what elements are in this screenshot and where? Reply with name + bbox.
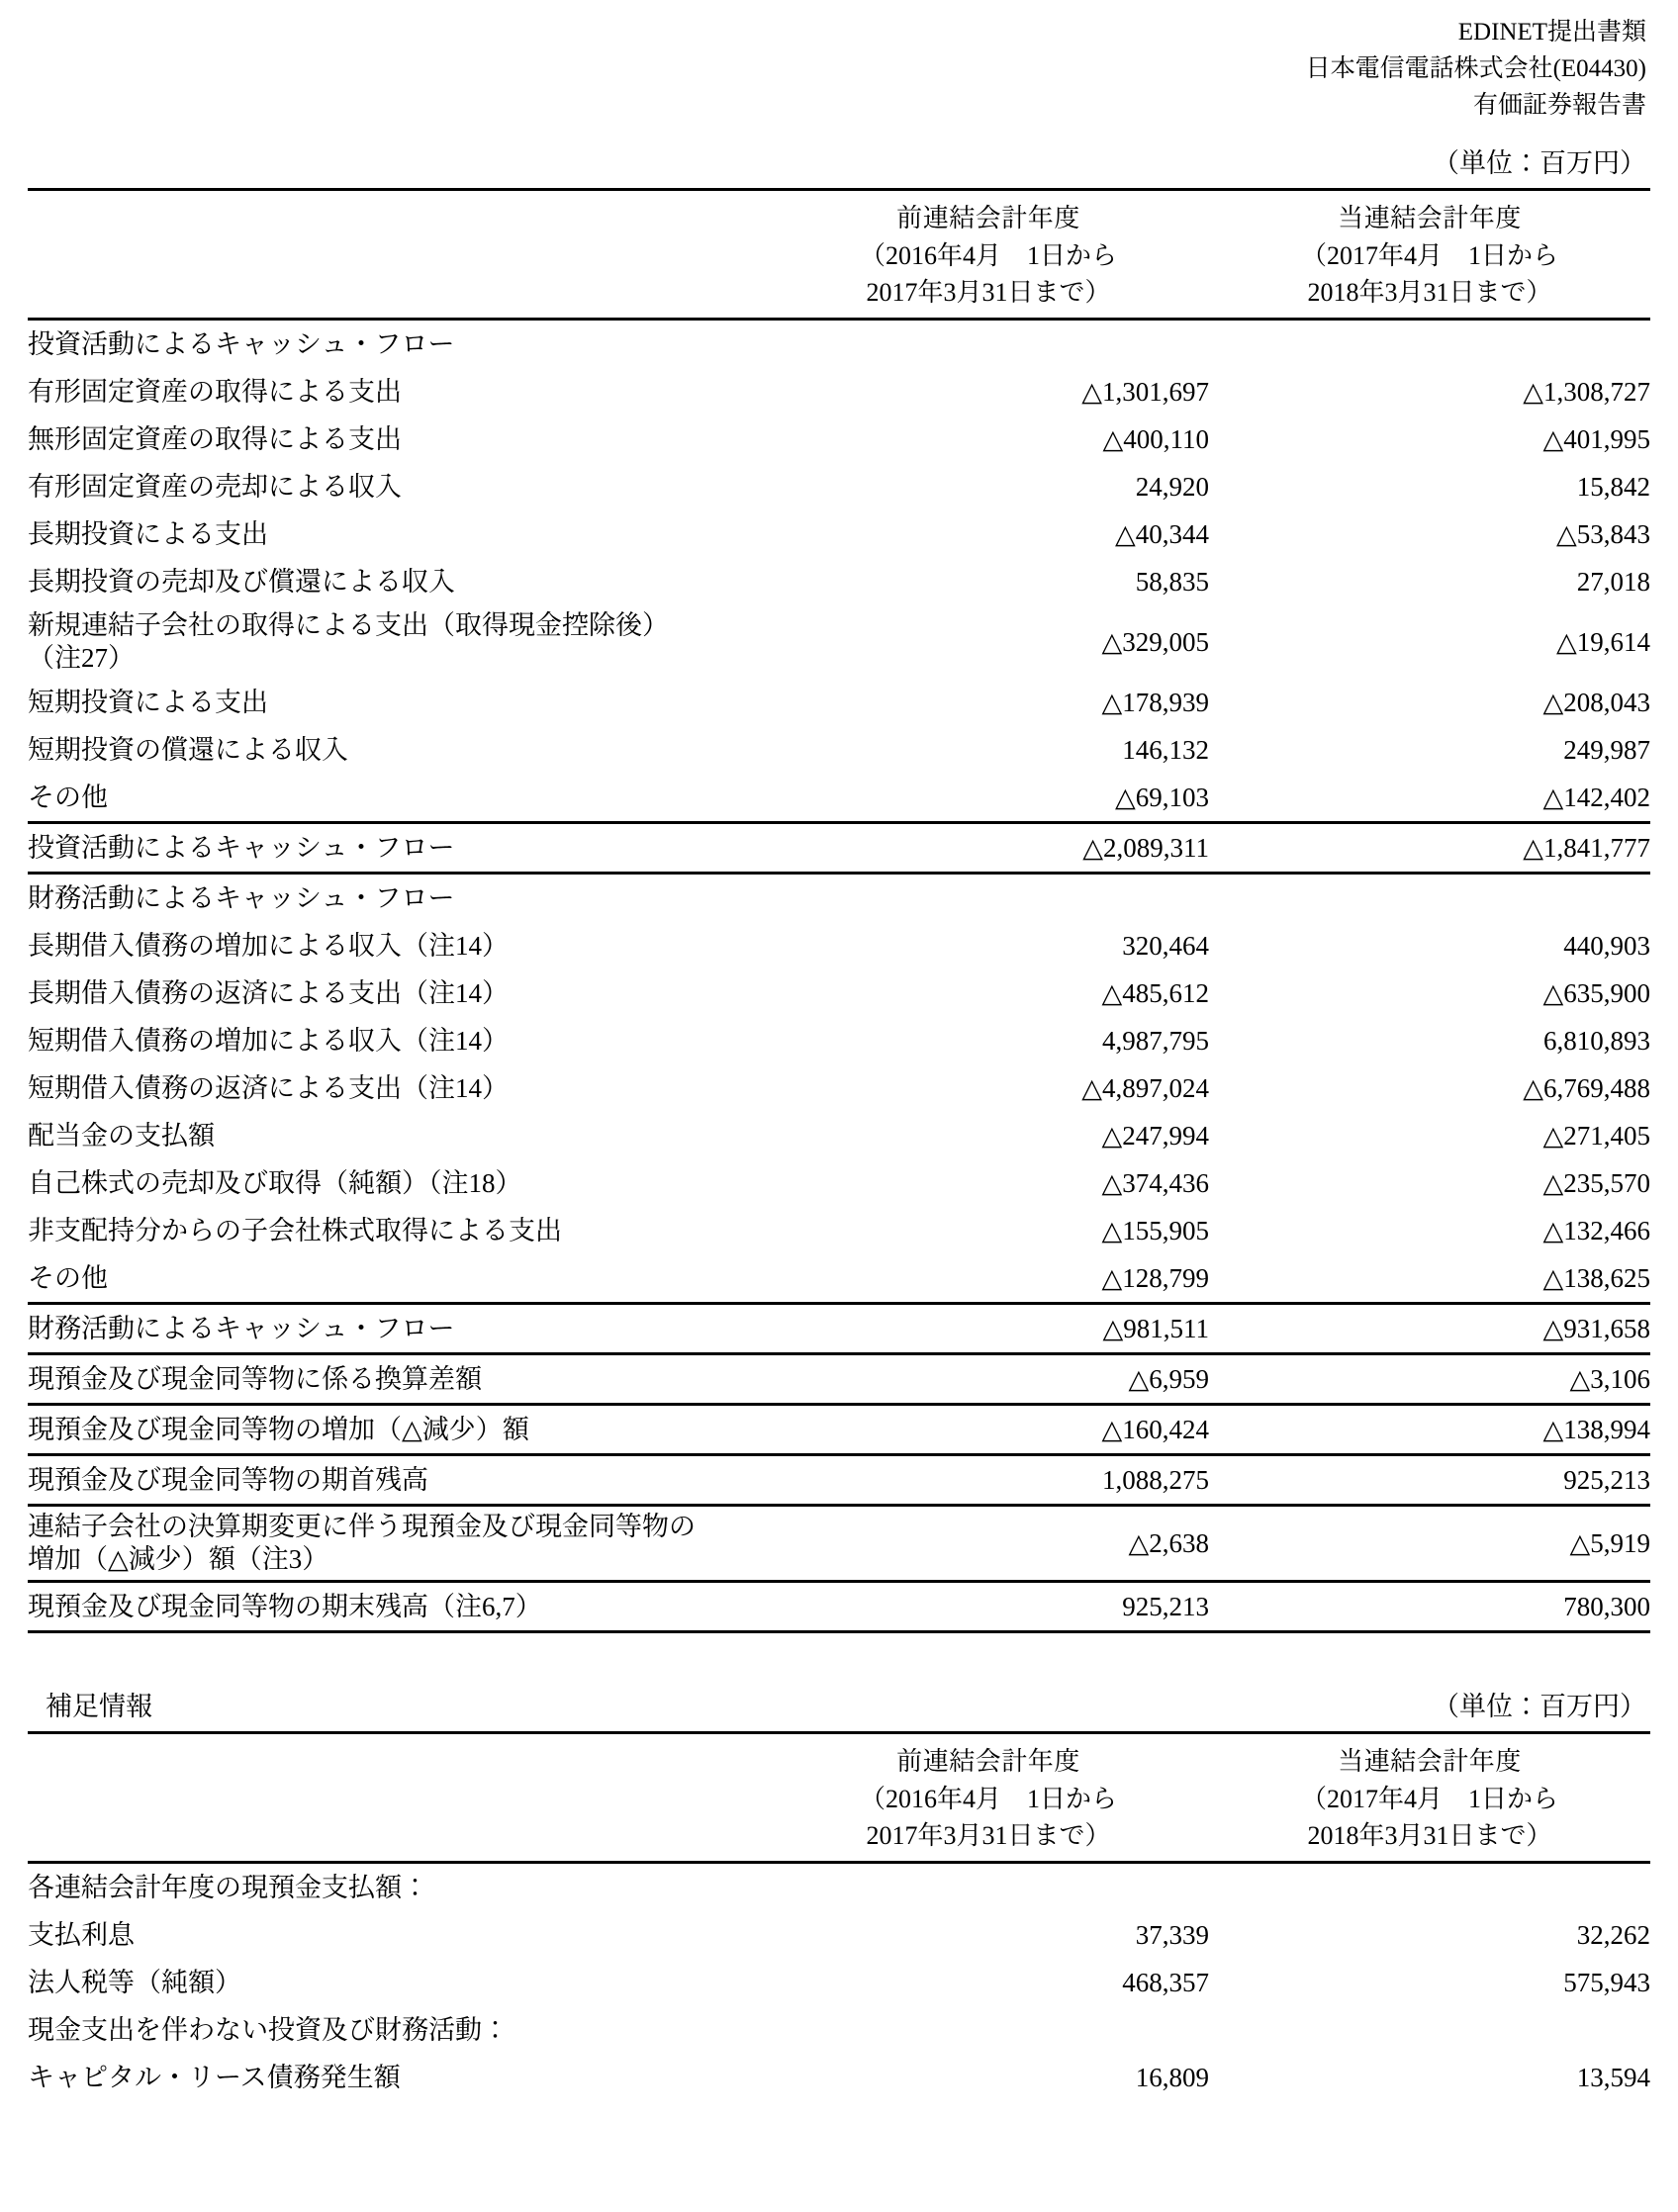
row-label: 短期借入債務の増加による収入（注14） (28, 1025, 509, 1056)
supp-header-row (28, 1733, 1650, 1863)
row-label: 長期借入債務の返済による支出（注14） (28, 977, 509, 1008)
supp-header-curr-title: 当連結会計年度 (1338, 1747, 1522, 1777)
header-line-company: 日本電信電話株式会社(E04430) (1305, 55, 1646, 82)
unit-label-cashflow: （単位：百万円） (1433, 148, 1646, 178)
table-row (28, 415, 1650, 463)
supp-header-curr-period (1209, 1733, 1650, 1863)
row-value-prev: 58,835 (1135, 566, 1209, 597)
table-row (28, 368, 1650, 415)
row-value-prev: △69,103 (1114, 782, 1209, 812)
row-value-curr (1209, 320, 1650, 369)
row-label: その他 (28, 782, 108, 812)
row-value-curr: △138,994 (1209, 1405, 1650, 1455)
row-label: 現預金及び現金同等物に係る換算差額 (28, 1354, 768, 1405)
row-value-curr: 440,903 (1563, 930, 1650, 961)
row-value-curr: 249,987 (1563, 734, 1650, 765)
header-curr-to: 2018年3月31日まで） (1307, 278, 1552, 308)
row-label: 配当金の支払額 (28, 1120, 215, 1151)
row-label: 非支配持分からの子会社株式取得による支出 (28, 1215, 562, 1245)
table-row (28, 1064, 1650, 1112)
row-label: 投資活動によるキャッシュ・フロー (28, 328, 455, 359)
row-label: 新規連結子会社の取得による支出（取得現金控除後） （注27） (28, 610, 669, 674)
header-curr-title: 当連結会計年度 (1338, 204, 1522, 232)
row-value-curr: △5,919 (1209, 1506, 1650, 1582)
row-value-curr (1209, 2006, 1650, 2054)
table-row (28, 1405, 1650, 1455)
row-value-prev: 146,132 (1122, 734, 1209, 765)
row-label: 長期投資による支出 (28, 518, 268, 549)
row-label: 法人税等（純額） (28, 1967, 241, 1997)
row-value-prev: 1,088,275 (768, 1455, 1209, 1506)
table-row (28, 2006, 1650, 2054)
row-value-curr: △271,405 (1542, 1120, 1650, 1151)
table-row (28, 1455, 1650, 1506)
row-value-prev (768, 1863, 1209, 1912)
row-value-curr: △635,900 (1542, 977, 1650, 1008)
row-value-prev: △400,110 (1102, 423, 1209, 454)
table-row (28, 2054, 1650, 2101)
table-row (28, 679, 1650, 726)
row-value-curr (1209, 874, 1650, 923)
table-row (28, 1582, 1650, 1632)
table-row (28, 1017, 1650, 1064)
supp-header-curr-to: 2018年3月31日まで） (1307, 1821, 1552, 1851)
row-label: 有形固定資産の売却による収入 (28, 471, 402, 502)
supplementary-header (28, 1685, 1650, 1723)
row-value-prev (768, 2006, 1209, 2054)
supplementary-title: 補足情報 (46, 1692, 152, 1722)
row-value-curr: △235,570 (1542, 1167, 1650, 1198)
row-value-prev: 24,920 (1135, 471, 1209, 502)
table-row (28, 1506, 1650, 1582)
header-prev-to: 2017年3月31日まで） (866, 278, 1111, 308)
row-value-curr: △3,106 (1209, 1354, 1650, 1405)
row-value-prev: △374,436 (1101, 1167, 1209, 1198)
table-row (28, 726, 1650, 774)
row-label: 現預金及び現金同等物の期首残高 (28, 1455, 768, 1506)
header-line-edinet: EDINET提出書類 (1457, 19, 1646, 46)
table-row (28, 463, 1650, 510)
row-value-prev: 37,339 (1135, 1919, 1209, 1950)
row-value-curr: 32,262 (1576, 1919, 1650, 1950)
row-value-curr: △931,658 (1209, 1304, 1650, 1354)
row-value-curr: 6,810,893 (1543, 1025, 1650, 1056)
row-value-prev: △4,897,024 (1081, 1072, 1209, 1103)
row-value-prev: 320,464 (1122, 930, 1209, 961)
table-row (28, 558, 1650, 605)
table-row (28, 1911, 1650, 1959)
table-row (28, 1304, 1650, 1354)
supplementary-table (28, 1731, 1650, 2101)
row-value-prev: △6,959 (768, 1354, 1209, 1405)
row-label: 連結子会社の決算期変更に伴う現預金及び現金同等物の 増加（△減少）額（注3） (28, 1506, 768, 1582)
row-value-prev: 925,213 (768, 1582, 1209, 1632)
row-value-curr: 27,018 (1576, 566, 1650, 597)
table-row (28, 774, 1650, 823)
row-label: 各連結会計年度の現預金支払額： (28, 1872, 428, 1902)
row-label: 自己株式の売却及び取得（純額）（注18） (28, 1167, 522, 1198)
row-value-curr: △1,308,727 (1523, 376, 1650, 407)
table-row (28, 605, 1650, 679)
table-row (28, 874, 1650, 923)
supp-header-curr-from: （2017年4月 1日から (1300, 1784, 1558, 1813)
row-value-prev: 16,809 (1135, 2062, 1209, 2092)
header-prev-period (768, 190, 1209, 320)
supp-header-prev-title: 前連結会計年度 (896, 1747, 1080, 1777)
row-value-curr: △142,402 (1542, 782, 1650, 812)
row-value-curr: △132,466 (1542, 1215, 1650, 1245)
supp-header-prev-from: （2016年4月 1日から (859, 1784, 1117, 1813)
row-value-prev: △485,612 (1101, 977, 1209, 1008)
row-label: 現預金及び現金同等物の増加（△減少）額 (28, 1405, 768, 1455)
table-row (28, 1863, 1650, 1912)
row-label: 短期投資の償還による収入 (28, 734, 348, 765)
row-value-curr: △53,843 (1555, 518, 1650, 549)
row-value-curr: △208,043 (1542, 687, 1650, 717)
document-header (28, 14, 1650, 124)
row-value-prev: △2,638 (768, 1506, 1209, 1582)
row-label: 有形固定資産の取得による支出 (28, 376, 402, 407)
row-value-curr (1209, 1863, 1650, 1912)
row-label: 財務活動によるキャッシュ・フロー (28, 1304, 768, 1354)
row-label: 短期投資による支出 (28, 687, 268, 717)
table-header-row (28, 190, 1650, 320)
row-value-curr: 780,300 (1209, 1582, 1650, 1632)
row-label: 支払利息 (28, 1919, 135, 1950)
row-value-curr: 15,842 (1576, 471, 1650, 502)
supp-header-prev-period (768, 1733, 1209, 1863)
cashflow-table (28, 188, 1650, 1633)
row-value-curr: 575,943 (1563, 1967, 1650, 1997)
table-row (28, 1959, 1650, 2006)
row-label: 無形固定資産の取得による支出 (28, 423, 402, 454)
row-value-prev (768, 874, 1209, 923)
row-value-prev: △128,799 (1101, 1262, 1209, 1293)
row-label: 現金支出を伴わない投資及び財務活動： (28, 2014, 509, 2045)
row-label: 長期投資の売却及び償還による収入 (28, 566, 455, 597)
table-row (28, 1254, 1650, 1304)
table-row (28, 510, 1650, 558)
row-value-curr: △6,769,488 (1523, 1072, 1650, 1103)
row-label: 長期借入債務の増加による収入（注14） (28, 930, 509, 961)
cashflow-table-body (28, 320, 1650, 1632)
row-label: キャピタル・リース債務発生額 (28, 2062, 401, 2092)
row-value-curr: △138,625 (1542, 1262, 1650, 1293)
header-curr-from: （2017年4月 1日から (1300, 240, 1558, 270)
header-curr-period (1209, 190, 1650, 320)
header-blank-cell (28, 190, 768, 320)
row-label: 短期借入債務の返済による支出（注14） (28, 1072, 509, 1103)
table-row (28, 969, 1650, 1017)
table-row (28, 922, 1650, 969)
row-label: 現預金及び現金同等物の期末残高（注6,7） (28, 1582, 768, 1632)
table-row (28, 1159, 1650, 1207)
row-value-curr: 13,594 (1576, 2062, 1650, 2092)
supp-header-prev-to: 2017年3月31日まで） (866, 1821, 1111, 1851)
row-value-prev: △247,994 (1101, 1120, 1209, 1151)
row-value-prev (768, 320, 1209, 369)
row-value-prev: 4,987,795 (1102, 1025, 1209, 1056)
row-value-curr: △19,614 (1555, 626, 1650, 657)
supplementary-table-head (28, 1733, 1650, 1863)
row-label: 投資活動によるキャッシュ・フロー (28, 823, 768, 874)
supp-header-blank-cell (28, 1733, 768, 1863)
row-value-prev: △2,089,311 (768, 823, 1209, 874)
table-row (28, 1207, 1650, 1254)
row-label: 財務活動によるキャッシュ・フロー (28, 882, 455, 913)
header-line-report-type: 有価証券報告書 (1472, 92, 1646, 119)
supplementary-table-body (28, 1863, 1650, 2102)
header-prev-from: （2016年4月 1日から (859, 240, 1117, 270)
row-value-curr: △1,841,777 (1209, 823, 1650, 874)
row-value-prev: △981,511 (768, 1304, 1209, 1354)
row-value-curr: 925,213 (1209, 1455, 1650, 1506)
table-row (28, 1354, 1650, 1405)
row-value-prev: 468,357 (1122, 1967, 1209, 1997)
row-value-curr: △401,995 (1542, 423, 1650, 454)
row-label: その他 (28, 1262, 108, 1293)
header-prev-title: 前連結会計年度 (896, 204, 1080, 232)
unit-label-supplementary: （単位：百万円） (1433, 1692, 1646, 1722)
table-row (28, 823, 1650, 874)
row-value-prev: △40,344 (1114, 518, 1209, 549)
cashflow-table-head (28, 190, 1650, 320)
row-value-prev: △155,905 (1101, 1215, 1209, 1245)
row-value-prev: △329,005 (1101, 626, 1209, 657)
table-row (28, 320, 1650, 369)
table-row (28, 1112, 1650, 1159)
row-value-prev: △178,939 (1101, 687, 1209, 717)
row-value-prev: △160,424 (768, 1405, 1209, 1455)
row-value-prev: △1,301,697 (1081, 376, 1209, 407)
